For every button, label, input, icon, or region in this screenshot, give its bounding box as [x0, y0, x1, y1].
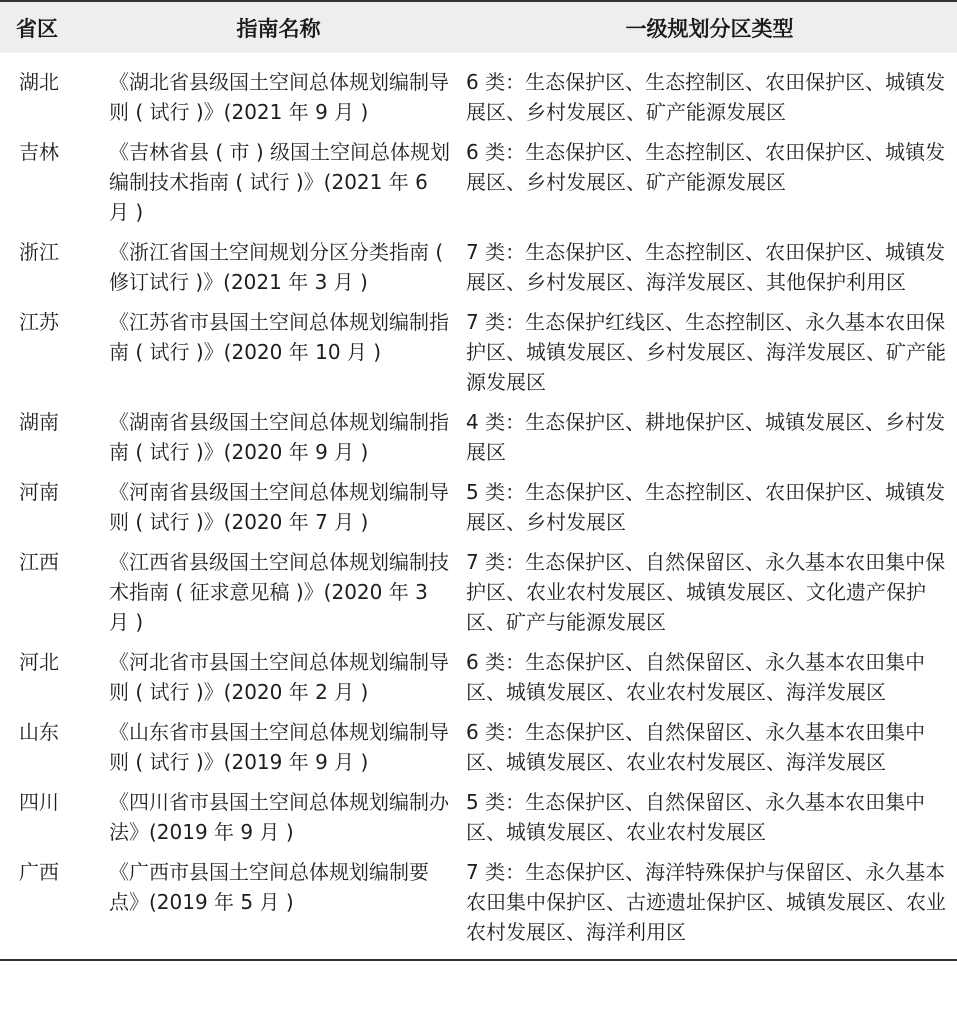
zone-types-cell: 6 类：生态保护区、自然保留区、永久基本农田集中区、城镇发展区、农业农村发展区、海洋发展区	[466, 720, 926, 774]
table-row	[0, 711, 957, 781]
province-cell: 湖南	[19, 410, 59, 434]
zone-types-cell: 5 类：生态保护区、生态控制区、农田保护区、城镇发展区、乡村发展区	[466, 480, 946, 534]
guide-name-cell: 《吉林省县 ( 市 ) 级国土空间总体规划编制技术指南 ( 试行 )》(2021 年 6 月 )	[109, 140, 451, 224]
guide-name-cell: 《湖北省县级国土空间总体规划编制导则 ( 试行 )》(2021 年 9 月 )	[109, 70, 449, 124]
zone-types-cell: 6 类：生态保护区、生态控制区、农田保护区、城镇发展区、乡村发展区、矿产能源发展区	[466, 70, 946, 124]
table-row	[0, 53, 957, 131]
province-cell: 江西	[19, 550, 59, 574]
table-row	[0, 231, 957, 301]
table-row	[0, 781, 957, 851]
zone-types-cell: 4 类：生态保护区、耕地保护区、城镇发展区、乡村发展区	[466, 410, 946, 464]
guide-name-cell: 《湖南省县级国土空间总体规划编制指南 ( 试行 )》(2020 年 9 月 )	[109, 410, 449, 464]
province-cell: 河南	[19, 480, 59, 504]
header-province: 省区	[0, 1, 95, 53]
guide-name-cell: 《广西市县国土空间总体规划编制要点》(2019 年 5 月 )	[95, 851, 462, 960]
guide-name-cell: 《山东省市县国土空间总体规划编制导则 ( 试行 )》(2019 年 9 月 )	[109, 720, 449, 774]
province-cell: 山东	[19, 720, 59, 744]
province-cell: 河北	[19, 650, 59, 674]
table-row	[0, 541, 957, 641]
guide-name-cell: 《四川省市县国土空间总体规划编制办法》(2019 年 9 月 )	[109, 790, 449, 844]
province-cell: 浙江	[19, 240, 59, 264]
table-row	[0, 131, 957, 231]
zone-types-cell: 7 类：生态保护区、海洋特殊保护与保留区、永久基本农田集中保护区、古迹遗址保护区、城镇发展区、农业农村发展区、海洋利用区	[462, 851, 957, 960]
guide-name-cell: 《江苏省市县国土空间总体规划编制指南 ( 试行 )》(2020 年 10 月 )	[109, 310, 449, 364]
province-cell: 吉林	[19, 140, 59, 164]
province-cell: 四川	[19, 790, 59, 814]
header-row	[0, 1, 957, 53]
zone-types-cell: 7 类：生态保护区、自然保留区、永久基本农田集中保护区、农业农村发展区、城镇发展区、文化遗产保护区、矿产与能源发展区	[466, 550, 946, 634]
header-zone-types: 一级规划分区类型	[462, 1, 957, 53]
zone-types-cell: 6 类：生态保护区、自然保留区、永久基本农田集中区、城镇发展区、农业农村发展区、海洋发展区	[466, 650, 926, 704]
table-row	[0, 641, 957, 711]
guide-name-cell: 《河南省县级国土空间总体规划编制导则 ( 试行 )》(2020 年 7 月 )	[109, 480, 449, 534]
table-body	[0, 53, 957, 960]
table-row	[0, 301, 957, 401]
province-cell: 江苏	[19, 310, 59, 334]
table-row	[0, 471, 957, 541]
guide-name-cell: 《江西省县级国土空间总体规划编制技术指南 ( 征求意见稿 )》(2020 年 3 月 )	[109, 550, 449, 634]
province-cell: 广西	[0, 851, 95, 960]
guide-name-cell: 《河北省市县国土空间总体规划编制导则 ( 试行 )》(2020 年 2 月 )	[109, 650, 449, 704]
header-guide-name: 指南名称	[95, 1, 462, 53]
zone-types-cell: 7 类：生态保护红线区、生态控制区、永久基本农田保护区、城镇发展区、乡村发展区、海洋发展区、矿产能源发展区	[466, 310, 946, 394]
table-header	[0, 1, 957, 53]
province-cell: 湖北	[19, 70, 59, 94]
table-row	[0, 851, 957, 960]
zone-types-cell: 5 类：生态保护区、自然保留区、永久基本农田集中区、城镇发展区、农业农村发展区	[466, 790, 926, 844]
table-row	[0, 401, 957, 471]
zone-types-cell: 6 类：生态保护区、生态控制区、农田保护区、城镇发展区、乡村发展区、矿产能源发展区	[466, 140, 946, 194]
zone-types-cell: 7 类：生态保护区、生态控制区、农田保护区、城镇发展区、乡村发展区、海洋发展区、其他保护利用区	[466, 240, 946, 294]
guide-name-cell: 《浙江省国土空间规划分区分类指南 ( 修订试行 )》(2021 年 3 月 )	[109, 240, 444, 294]
